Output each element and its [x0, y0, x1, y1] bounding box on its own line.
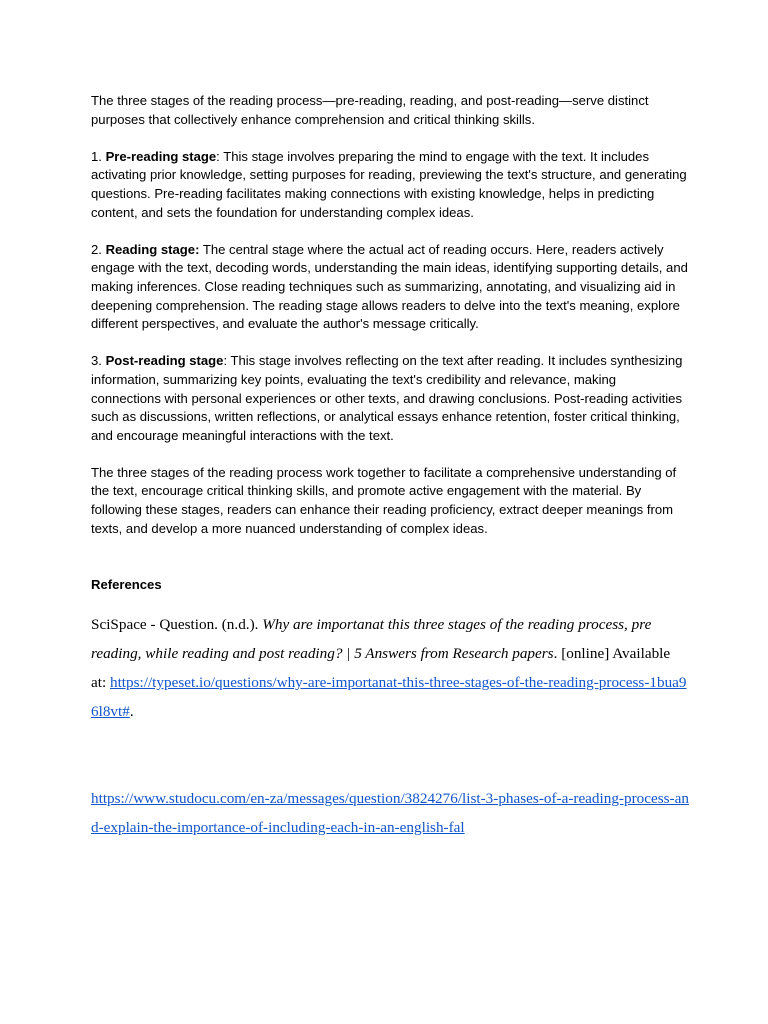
stage-3-separator: :	[223, 353, 228, 369]
stage-1-number: 1.	[91, 148, 106, 164]
stage-3-paragraph	[91, 352, 689, 445]
reference-1-link[interactable]: https://typeset.io/questions/why-are-importanat-this-three-stages-of-the-reading-process-1bua96l8vt#	[91, 673, 687, 720]
reference-1-suffix: .	[129, 702, 134, 720]
reference-1	[91, 610, 689, 726]
stage-1-separator: :	[216, 148, 220, 164]
references-heading: References	[91, 577, 162, 593]
stage-1-title: Pre-reading stage	[105, 148, 217, 164]
stage-1-text: This stage involves preparing the mind to engage with the text. It includes activating prior knowledge, setting purposes for reading, previewing the text's structure, and generating questions. Pre-reading facilitates making connections with existing knowledge, helps in predicting content, and sets the foundation for understanding complex ideas.	[91, 148, 687, 220]
reference-1-prefix: SciSpace - Question. (n.d.).	[91, 615, 263, 633]
intro-paragraph: The three stages of the reading process—pre-reading, reading, and post-reading—serve distinct purposes that collectively enhance comprehension and critical thinking skills.	[91, 93, 649, 127]
document-body	[91, 92, 689, 842]
stage-2-number: 2.	[91, 241, 106, 257]
stage-2-paragraph	[91, 241, 689, 334]
stage-2-title: Reading stage	[105, 241, 196, 257]
reference-2-link[interactable]: https://www.studocu.com/en-za/messages/question/3824276/list-3-phases-of-a-reading-process-and-explain-the-importance-of-including-each-in-an-english-fal	[91, 789, 689, 836]
stage-1-paragraph	[91, 148, 689, 222]
stage-3-number: 3.	[91, 353, 106, 369]
stage-3-text: This stage involves reflecting on the text after reading. It includes synthesizing information, summarizing key points, evaluating the text's credibility and relevance, making connections with personal experiences or other texts, and drawing conclusions. Post-reading activities such as discussions, written reflections, or analytical essays enhance retention, foster critical thinking, and encourage meaningful interactions with the text.	[91, 353, 683, 443]
reference-1-title: Why are importanat this three stages of the reading process, pre reading, while reading and post reading? | 5 Answers from Research papers	[91, 615, 652, 662]
conclusion-paragraph: The three stages of the reading process work together to facilitate a comprehensive understanding of the text, encourage critical thinking skills, and promote active engagement with the material. By following these stages, readers can enhance their reading proficiency, extract deeper meanings from texts, and develop a more nuanced understanding of complex ideas.	[91, 464, 677, 536]
stage-3-title: Post-reading stage	[105, 353, 224, 369]
stage-2-text: The central stage where the actual act of reading occurs. Here, readers actively engage with the text, decoding words, understanding the main ideas, identifying supporting details, and making inferences. Close reading techniques such as summarizing, annotating, and visualizing aid in deepening comprehension. The reading stage allows readers to delve into the text's meaning, explore different perspectives, and evaluate the author's message critically.	[91, 241, 688, 332]
reference-1-middle: . [online] Available at:	[91, 644, 671, 691]
reference-2	[91, 784, 689, 842]
stage-2-separator: :	[195, 241, 200, 257]
